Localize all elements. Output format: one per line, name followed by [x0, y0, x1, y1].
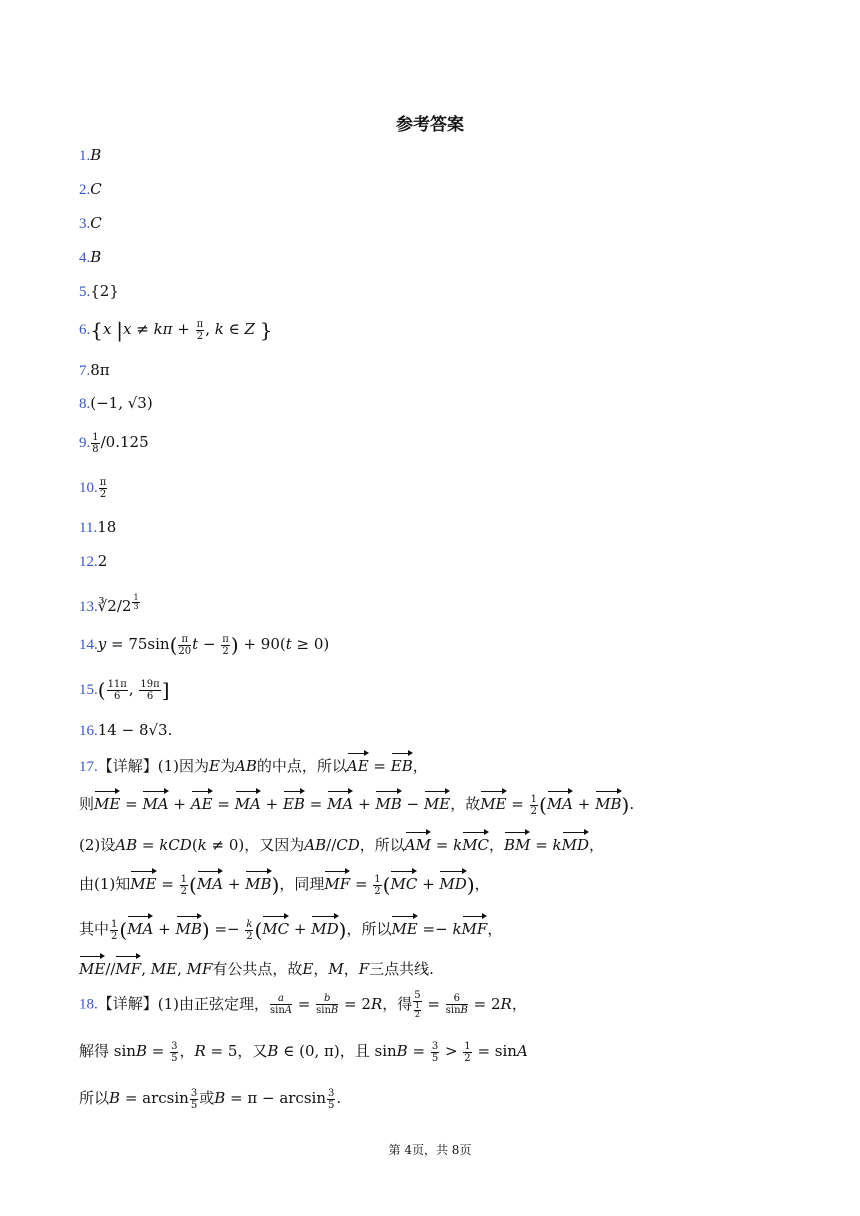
q18-line-3 — [79, 1086, 341, 1111]
answer-6 — [79, 317, 272, 342]
answer-number: 5. — [79, 284, 91, 300]
answer-number: 10. — [79, 480, 98, 496]
solution-text: (1)因为E为AB的中点，所以AE = EB， — [158, 757, 428, 775]
answer-text: {2} — [90, 282, 119, 300]
answer-text: 8π — [90, 361, 110, 379]
answer-text: C — [90, 180, 102, 198]
q17-line-1 — [79, 752, 428, 779]
q17-line-4 — [79, 870, 490, 897]
solution-text: 解得 sinB = $\frac{3}{5}$ ，R = 5，又B ∈ (0, π)，且 sinB = $\frac{3}{5}$ > $\frac{1}{2}$ = sinA — [79, 1040, 528, 1064]
answer-text: (−1, √3) — [90, 394, 153, 412]
page-title: 参考答案 — [396, 115, 464, 135]
answer-number: 13. — [79, 599, 98, 615]
answer-number: 8. — [79, 396, 91, 412]
solution-text: 由(1)知ME = $\frac{1}{2}$ (MA + MB)，同理MF = $\frac{1}{2}$ (MC + MD)， — [79, 875, 490, 893]
answer-10 — [79, 475, 108, 500]
detail-label: 【详解】 — [97, 994, 158, 1013]
answer-13 — [79, 591, 141, 619]
answer-number: 2. — [79, 182, 91, 198]
answer-number: 17. — [79, 759, 98, 775]
answer-number: 16. — [79, 723, 98, 739]
answer-2 — [79, 177, 102, 202]
detail-label: 【详解】 — [97, 757, 158, 775]
q17-line-2 — [79, 790, 634, 817]
answer-number: 18. — [79, 996, 98, 1013]
answer-text: B — [90, 248, 102, 266]
solution-text: ME//MF, ME, MF有公共点，故E，M，F三点共线. — [79, 960, 434, 978]
solution-text: (1)由正弦定理， $\frac{a}{\sin A}$ = $\frac{b}{\sin B}$ = 2R，得 $\frac{5}{\frac{1}{2}}$ = $\frac{6}{\sin B}$ = 2R， — [157, 990, 527, 1019]
q17-line-6 — [79, 955, 434, 981]
answer-11 — [79, 515, 116, 540]
answer-text: 18 — [97, 518, 117, 536]
answer-text: ∛2/2 $^{\frac{1}{3}}$ — [97, 593, 139, 615]
answer-number: 9. — [79, 435, 91, 451]
answer-number: 15. — [79, 682, 98, 698]
answer-text: ( $\frac{11\pi}{6}$ , $\frac{19\pi}{6}$ ] — [97, 678, 170, 702]
answer-text: $\frac{1}{8}$ /0.125 — [92, 431, 149, 455]
answer-9 — [79, 430, 149, 455]
answer-number: 12. — [79, 554, 98, 570]
answer-7 — [79, 358, 110, 383]
q18-line-2 — [79, 1039, 528, 1064]
solution-text: 所以B = arcsin $\frac{3}{5}$ 或B = π − arcsin $\frac{3}{5}$ . — [79, 1087, 342, 1111]
q17-line-5 — [79, 915, 502, 942]
answer-14 — [79, 632, 329, 657]
answer-16 — [79, 718, 172, 743]
answer-text: B — [90, 146, 102, 164]
answer-3 — [79, 211, 102, 236]
answer-number: 7. — [79, 363, 91, 379]
q17-line-3 — [79, 831, 604, 857]
answer-number: 11. — [79, 520, 98, 536]
answer-text: {x |x ≠ kπ + $\frac{\pi}{2}$ , k ∈ Z } — [90, 318, 273, 342]
solution-text: (2)设AB = kCD(k ≠ 0)，又因为AB//CD，所以AM = kMC，BM = kMD， — [79, 836, 604, 854]
answer-12 — [79, 549, 107, 574]
answer-text: C — [90, 214, 102, 232]
answer-15 — [79, 677, 170, 702]
answer-text: 2 — [97, 552, 108, 570]
solution-text: 则ME = MA + AE = MA + EB = MA + MB − ME，故ME = $\frac{1}{2}$ (MA + MB). — [79, 795, 634, 813]
answer-number: 3. — [79, 216, 91, 232]
answer-4 — [79, 245, 101, 270]
answer-text: 14 − 8√3. — [97, 721, 173, 739]
solution-text: 其中 $\frac{1}{2}$ (MA + MB) =− $\frac{k}{2}$ (MC + MD)，所以ME =− kMF， — [79, 920, 502, 938]
answer-1 — [79, 143, 101, 168]
answer-number: 6. — [79, 322, 91, 338]
page-footer: 第 4页，共 8页 — [388, 1143, 472, 1157]
answer-8 — [79, 391, 153, 416]
answer-number: 14. — [79, 637, 98, 653]
answer-number: 4. — [79, 250, 91, 266]
answer-text: $\frac{\pi}{2}$ — [99, 476, 107, 500]
q18-line-1 — [79, 990, 527, 1019]
answer-text: y = 75sin( $\frac{\pi}{20}$ t − $\frac{\pi}{2}$ ) + 90(t ≥ 0) — [97, 633, 330, 657]
answer-5 — [79, 279, 119, 304]
answer-number: 1. — [79, 148, 91, 164]
